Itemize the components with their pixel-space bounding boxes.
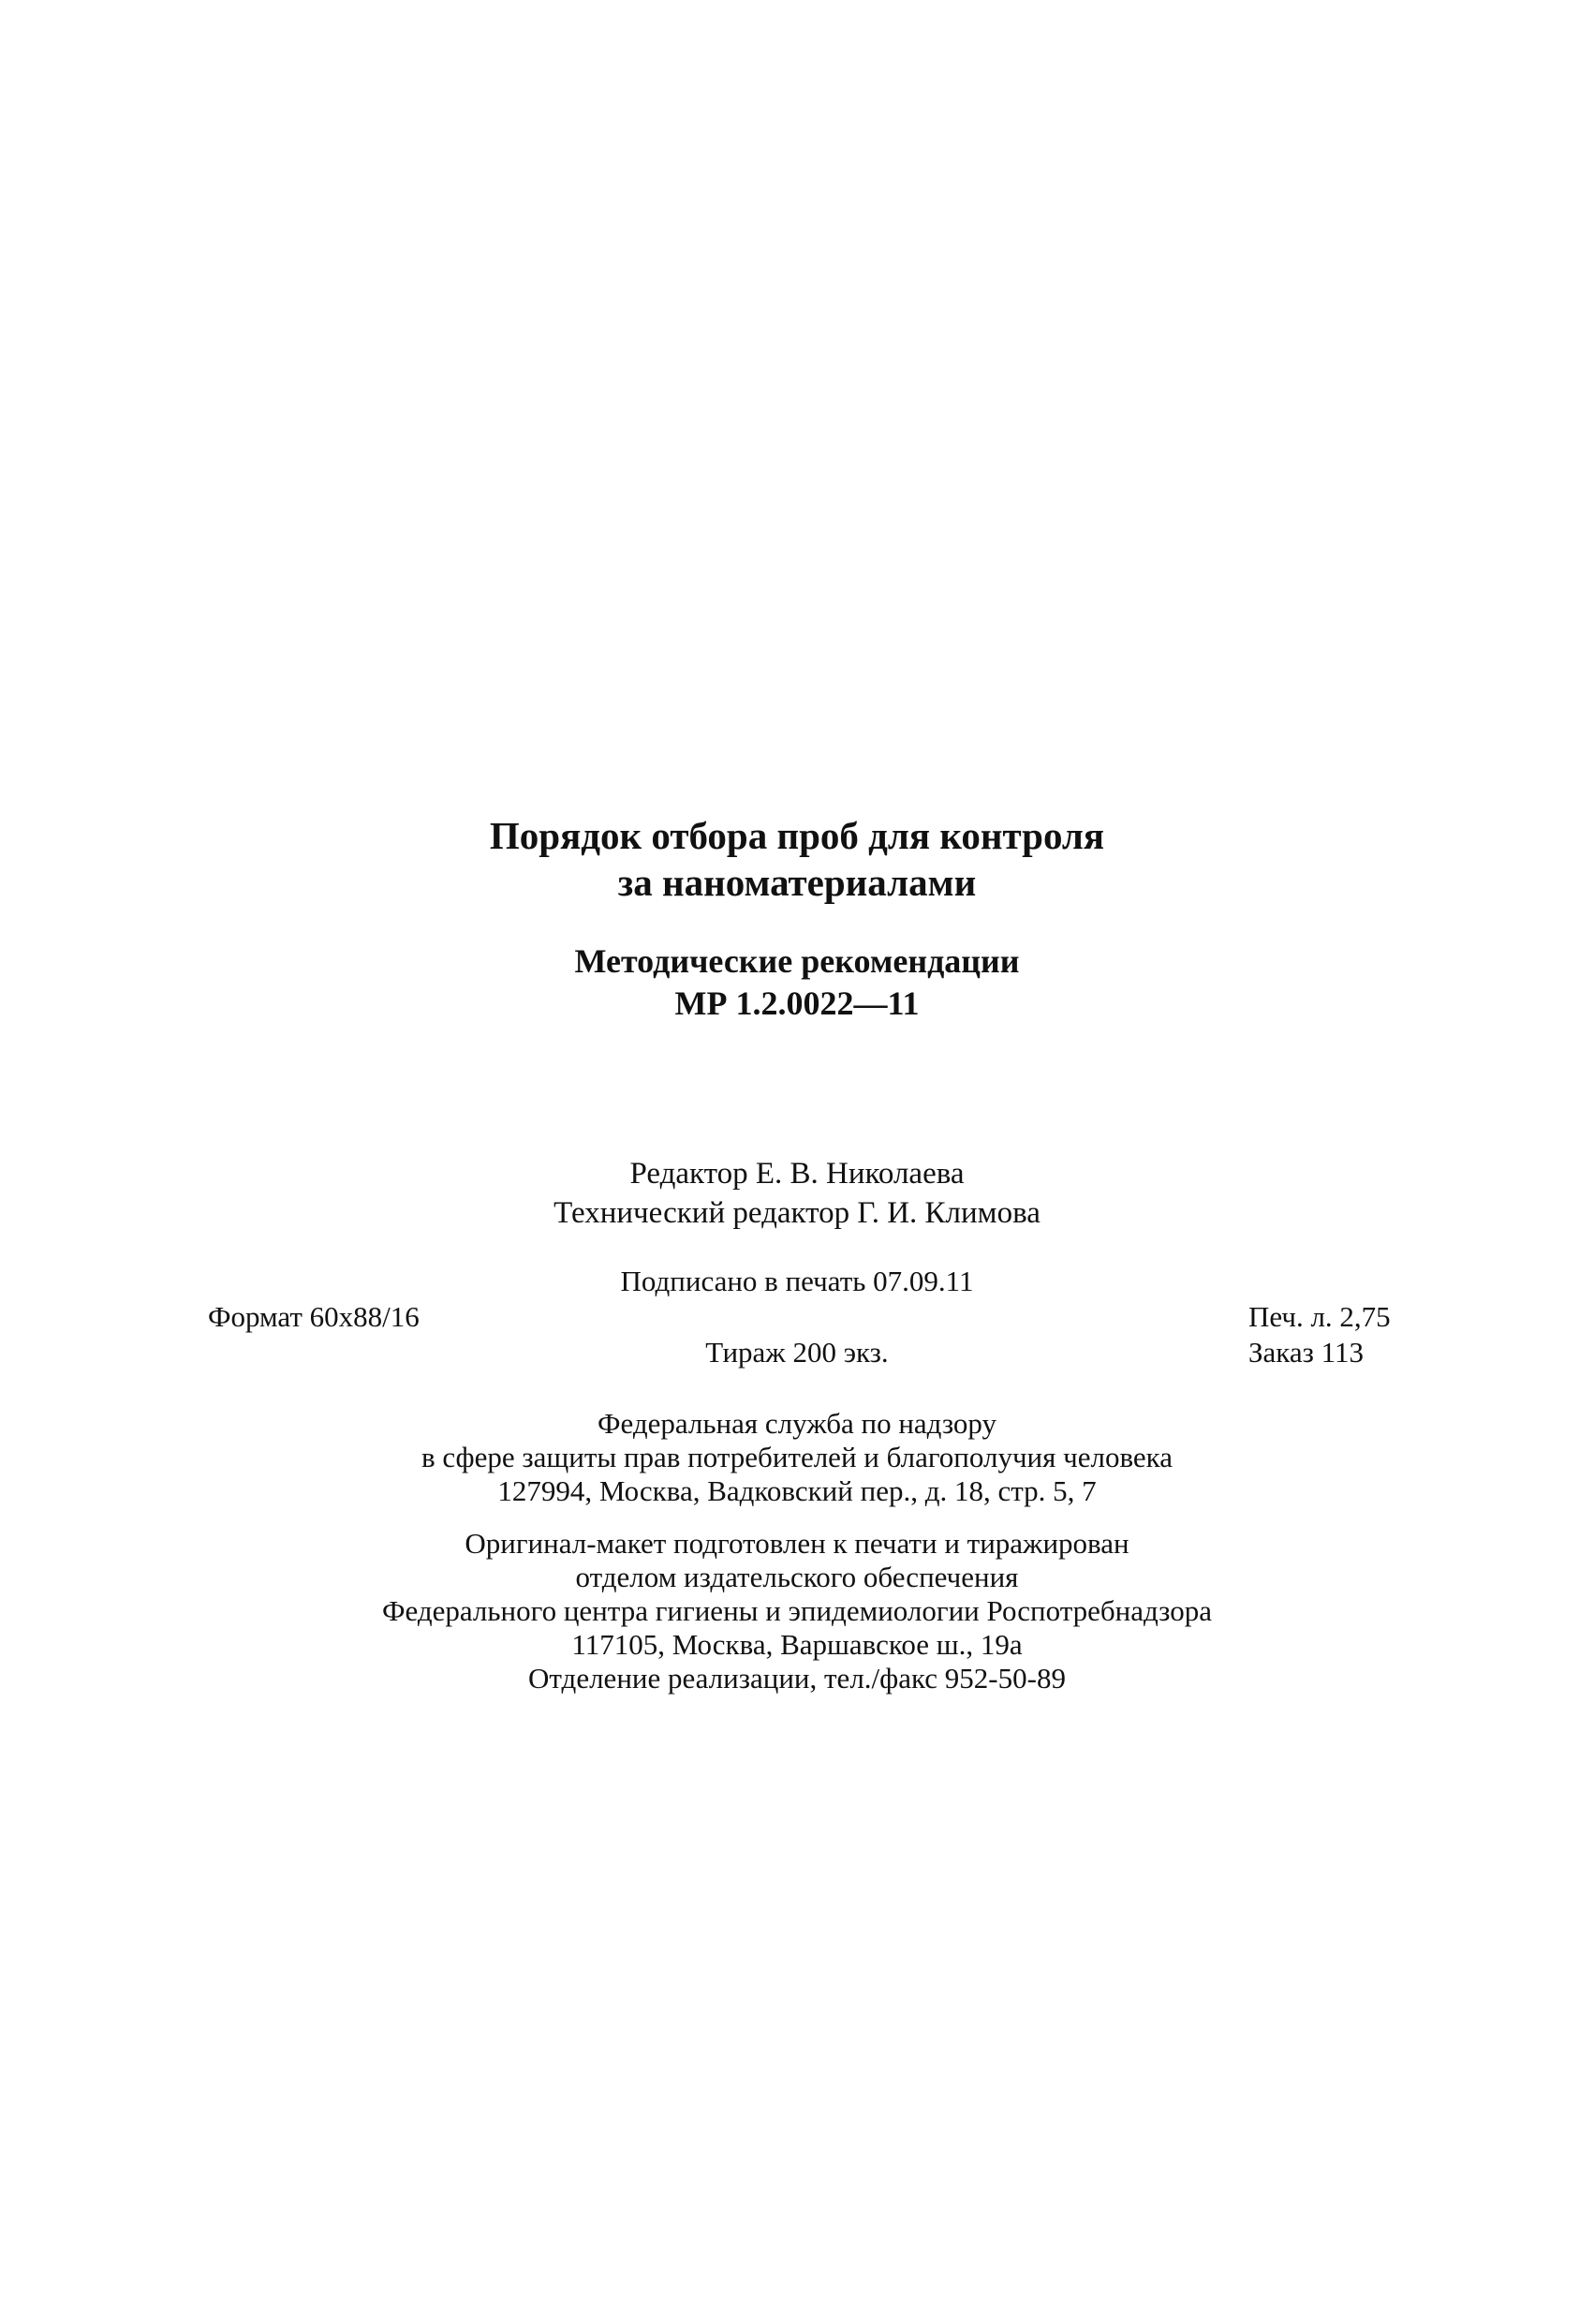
document-title-line-2: за наноматериалами	[617, 861, 977, 904]
sales-contact: Отделение реализации, тел./факс 952-50-89	[528, 1662, 1066, 1695]
paper-format: Формат 60х88/16	[208, 1300, 420, 1333]
order-number: Заказ 113	[1248, 1336, 1364, 1369]
printer-line-1: Оригинал-макет подготовлен к печати и тиражирован	[465, 1527, 1129, 1560]
document-code: МР 1.2.0022—11	[674, 984, 920, 1022]
document-title-line-1: Порядок отбора проб для контроля	[489, 814, 1105, 857]
tech-editor-credit: Технический редактор Г. И. Климова	[553, 1196, 1041, 1230]
printer-line-3: Федерального центра гигиены и эпидемиологии Роспотребнадзора	[382, 1594, 1212, 1627]
document-type: Методические рекомендации	[574, 942, 1020, 980]
signed-to-print: Подписано в печать 07.09.11	[620, 1265, 974, 1297]
printer-address: 117105, Москва, Варшавское ш., 19а	[571, 1628, 1023, 1661]
printer-line-2: отделом издательского обеспечения	[575, 1561, 1019, 1593]
print-run: Тираж 200 экз.	[705, 1336, 889, 1369]
publisher-address: 127994, Москва, Вадковский пер., д. 18, стр. 5, 7	[497, 1474, 1097, 1507]
publisher-line-1: Федеральная служба по надзору	[598, 1407, 996, 1440]
publisher-line-2: в сфере защиты прав потребителей и благополучия человека	[421, 1441, 1173, 1473]
editor-credit: Редактор Е. В. Николаева	[629, 1157, 965, 1191]
printed-sheets: Печ. л. 2,75	[1248, 1300, 1391, 1333]
